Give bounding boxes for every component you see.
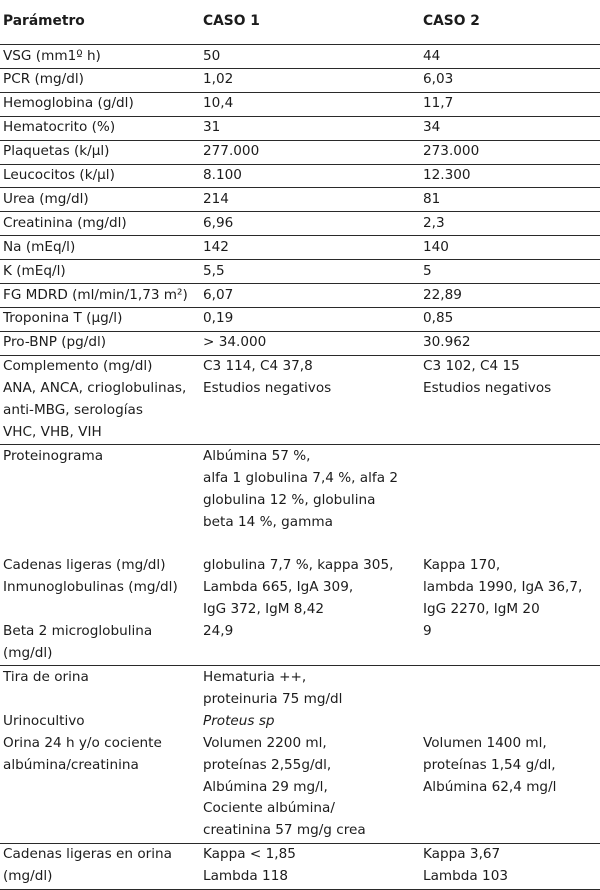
cell-line: 8.100	[203, 167, 242, 184]
caso-1-cell	[200, 188, 420, 212]
caso-1-cell	[200, 212, 420, 236]
parameter-cell	[0, 331, 200, 355]
cell-line: Beta 2 microglobulina	[3, 623, 153, 640]
cell-line: Lambda 665, IgA 309,	[203, 579, 354, 596]
cell-line: Lambda 118	[203, 868, 289, 885]
cell-line: 81	[423, 190, 441, 207]
cell-line: globulina 7,7 %, kappa 305,	[203, 557, 394, 574]
caso-2-cell	[420, 92, 600, 116]
table-row	[0, 666, 600, 843]
caso-2-cell	[420, 236, 600, 260]
cell-line: ANA, ANCA, crioglobulinas,	[3, 380, 187, 397]
caso-1-cell	[200, 92, 420, 116]
cell-line	[3, 512, 198, 534]
parameter-cell	[0, 666, 200, 843]
cell-line: 273.000	[423, 143, 480, 160]
cell-line: Cadenas ligeras en orina	[3, 846, 172, 863]
caso-1-cell	[200, 843, 420, 889]
cell-line: 5	[423, 262, 432, 279]
parameter-cell	[0, 445, 200, 666]
cell-line: VHC, VHB, VIH	[3, 424, 102, 440]
cell-line: Volumen 2200 ml,	[203, 734, 327, 751]
caso-1-cell	[200, 307, 420, 331]
caso-2-cell	[420, 68, 600, 92]
table-row	[0, 843, 600, 889]
cell-line: Inmunoglobulinas (mg/dl)	[3, 579, 178, 596]
cell-line: 24,9	[203, 623, 234, 640]
parameter-cell	[0, 260, 200, 284]
parameter-cell	[0, 140, 200, 164]
table-row	[0, 92, 600, 116]
table-row	[0, 164, 600, 188]
cell-line: 5,5	[203, 262, 225, 279]
cell-line: IgG 2270, IgM 20	[423, 601, 540, 618]
cell-line: proteínas 2,55g/dl,	[203, 756, 332, 773]
table-row	[0, 445, 600, 666]
cell-line: 12.300	[423, 167, 471, 184]
cell-line: Kappa < 1,85	[203, 846, 296, 863]
caso-1-cell	[200, 45, 420, 69]
cell-line: 9	[423, 623, 432, 640]
cell-line: Pro-BNP (pg/dl)	[3, 334, 107, 351]
cell-line: albúmina/creatinina	[3, 756, 139, 773]
table-row	[0, 212, 600, 236]
cell-line: (mg/dl)	[3, 645, 53, 662]
cell-line: 34	[423, 119, 441, 136]
cell-line	[423, 534, 598, 556]
caso-1-cell	[200, 666, 420, 843]
caso-2-cell	[420, 164, 600, 188]
cell-line: Complemento (mg/dl)	[3, 358, 153, 375]
cell-line: creatinina 57 mg/g crea	[203, 822, 366, 839]
cell-line: Hematuria ++,	[203, 668, 307, 685]
parameter-cell	[0, 843, 200, 889]
caso-1-cell	[200, 236, 420, 260]
header-parametro: Parámetro	[0, 0, 200, 45]
cell-line: globulina 12 %, globulina	[203, 491, 376, 508]
parameter-cell	[0, 188, 200, 212]
cell-line: Albúmina 57 %,	[203, 447, 311, 464]
cell-line: PCR (mg/dl)	[3, 71, 84, 88]
cell-line: FG MDRD (ml/min/1,73 m²)	[3, 286, 188, 303]
cell-line: Volumen 1400 ml,	[423, 734, 547, 751]
table-row	[0, 188, 600, 212]
cell-line: 6,96	[203, 214, 234, 231]
cell-line: Tira de orina	[3, 668, 89, 685]
cell-line: 6,07	[203, 286, 234, 303]
cell-line: 22,89	[423, 286, 462, 303]
parameter-cell	[0, 212, 200, 236]
cell-line: 142	[203, 238, 229, 255]
cell-line: Albúmina 62,4 mg/l	[423, 778, 557, 795]
cell-line: K (mEq/l)	[3, 262, 66, 279]
cell-line	[3, 689, 198, 711]
table-row	[0, 260, 600, 284]
parameter-cell	[0, 45, 200, 69]
cell-line: Estudios negativos	[203, 380, 332, 397]
cell-line: 140	[423, 238, 449, 255]
table-body	[0, 45, 600, 890]
cell-line	[3, 468, 198, 490]
cell-line: Cociente albúmina/	[203, 800, 335, 817]
caso-1-cell	[200, 116, 420, 140]
cell-line: Plaquetas (k/µl)	[3, 143, 110, 160]
cell-line: Orina 24 h y/o cociente	[3, 734, 162, 751]
cell-line: Leucocitos (k/µl)	[3, 167, 115, 184]
caso-1-cell	[200, 164, 420, 188]
caso-1-cell	[200, 355, 420, 445]
caso-2-cell	[420, 666, 600, 843]
caso-2-cell	[420, 188, 600, 212]
cell-line	[423, 490, 598, 512]
cell-line: Cadenas ligeras (mg/dl)	[3, 557, 166, 574]
caso-1-cell	[200, 445, 420, 666]
cell-line	[423, 468, 598, 490]
cell-line: 11,7	[423, 95, 454, 112]
header-caso-1: CASO 1	[200, 0, 420, 45]
cell-line: 50	[203, 47, 221, 64]
caso-1-cell	[200, 331, 420, 355]
caso-2-cell	[420, 355, 600, 445]
parameter-cell	[0, 307, 200, 331]
parameter-cell	[0, 116, 200, 140]
caso-2-cell	[420, 45, 600, 69]
cell-line: alfa 1 globulina 7,4 %, alfa 2	[203, 469, 398, 486]
cell-line: lambda 1990, IgA 36,7,	[423, 579, 583, 596]
caso-2-cell	[420, 140, 600, 164]
cell-line: 0,19	[203, 310, 234, 327]
cell-line: Creatinina (mg/dl)	[3, 214, 127, 231]
caso-1-cell	[200, 140, 420, 164]
cell-line: 10,4	[203, 95, 234, 112]
cell-line: 31	[203, 119, 221, 136]
parameter-cell	[0, 236, 200, 260]
table-row	[0, 236, 600, 260]
table-row	[0, 140, 600, 164]
cell-line: 214	[203, 190, 229, 207]
cell-line: Kappa 3,67	[423, 846, 501, 863]
cell-line: Lambda 103	[423, 868, 509, 885]
table-row	[0, 45, 600, 69]
cell-line: 0,85	[423, 310, 454, 327]
cell-line: IgG 372, IgM 8,42	[203, 601, 325, 618]
cell-line: beta 14 %, gamma	[203, 513, 333, 530]
cell-line: Proteus sp	[203, 712, 275, 729]
parameter-cell	[0, 68, 200, 92]
cell-line: Kappa 170,	[423, 557, 501, 574]
caso-2-cell	[420, 445, 600, 666]
table-row	[0, 284, 600, 308]
cell-line: 30.962	[423, 334, 471, 351]
cell-line: Urinocultivo	[3, 712, 85, 729]
cell-line: (mg/dl)	[3, 868, 53, 885]
cell-line: Hemoglobina (g/dl)	[3, 95, 134, 112]
cell-line	[423, 512, 598, 534]
cell-line	[3, 534, 198, 556]
parameter-cell	[0, 355, 200, 445]
cell-line: C3 102, C4 15	[423, 358, 520, 375]
caso-2-cell	[420, 284, 600, 308]
cell-line: VSG (mm1º h)	[3, 47, 101, 64]
table-row	[0, 116, 600, 140]
caso-2-cell	[420, 260, 600, 284]
table-row	[0, 307, 600, 331]
caso-2-cell	[420, 307, 600, 331]
table-row	[0, 68, 600, 92]
parameter-cell	[0, 284, 200, 308]
cell-line: 6,03	[423, 71, 454, 88]
table-header-row	[0, 0, 600, 45]
cell-line: 44	[423, 47, 441, 64]
cell-line	[203, 534, 418, 556]
header-caso-2: CASO 2	[420, 0, 600, 45]
cell-line: 2,3	[423, 214, 445, 231]
cell-line	[3, 490, 198, 512]
cell-line: proteínas 1,54 g/dl,	[423, 756, 556, 773]
parameter-cell	[0, 164, 200, 188]
cell-line	[423, 446, 598, 468]
cell-line	[423, 667, 598, 689]
cell-line: 277.000	[203, 143, 260, 160]
cell-line: Proteinograma	[3, 447, 104, 464]
cell-line: Na (mEq/l)	[3, 238, 76, 255]
parameter-cell	[0, 92, 200, 116]
caso-2-cell	[420, 116, 600, 140]
cell-line: Troponina T (µg/l)	[3, 310, 123, 327]
cell-line: Albúmina 29 mg/l,	[203, 778, 328, 795]
caso-1-cell	[200, 68, 420, 92]
cell-line: anti-MBG, serologías	[3, 402, 143, 419]
caso-1-cell	[200, 260, 420, 284]
cell-line: Urea (mg/dl)	[3, 190, 89, 207]
cell-line: Hematocrito (%)	[3, 119, 116, 136]
caso-2-cell	[420, 212, 600, 236]
cell-line	[3, 599, 198, 621]
table-row	[0, 331, 600, 355]
cell-line: 1,02	[203, 71, 234, 88]
cell-line	[423, 689, 598, 711]
cell-line: Estudios negativos	[423, 380, 552, 397]
cell-line: > 34.000	[203, 334, 267, 351]
cell-line: proteinuria 75 mg/dl	[203, 690, 343, 707]
table-row	[0, 355, 600, 445]
caso-2-cell	[420, 331, 600, 355]
caso-1-cell	[200, 284, 420, 308]
cell-line: C3 114, C4 37,8	[203, 358, 313, 375]
cell-line	[423, 711, 598, 733]
caso-2-cell	[420, 843, 600, 889]
